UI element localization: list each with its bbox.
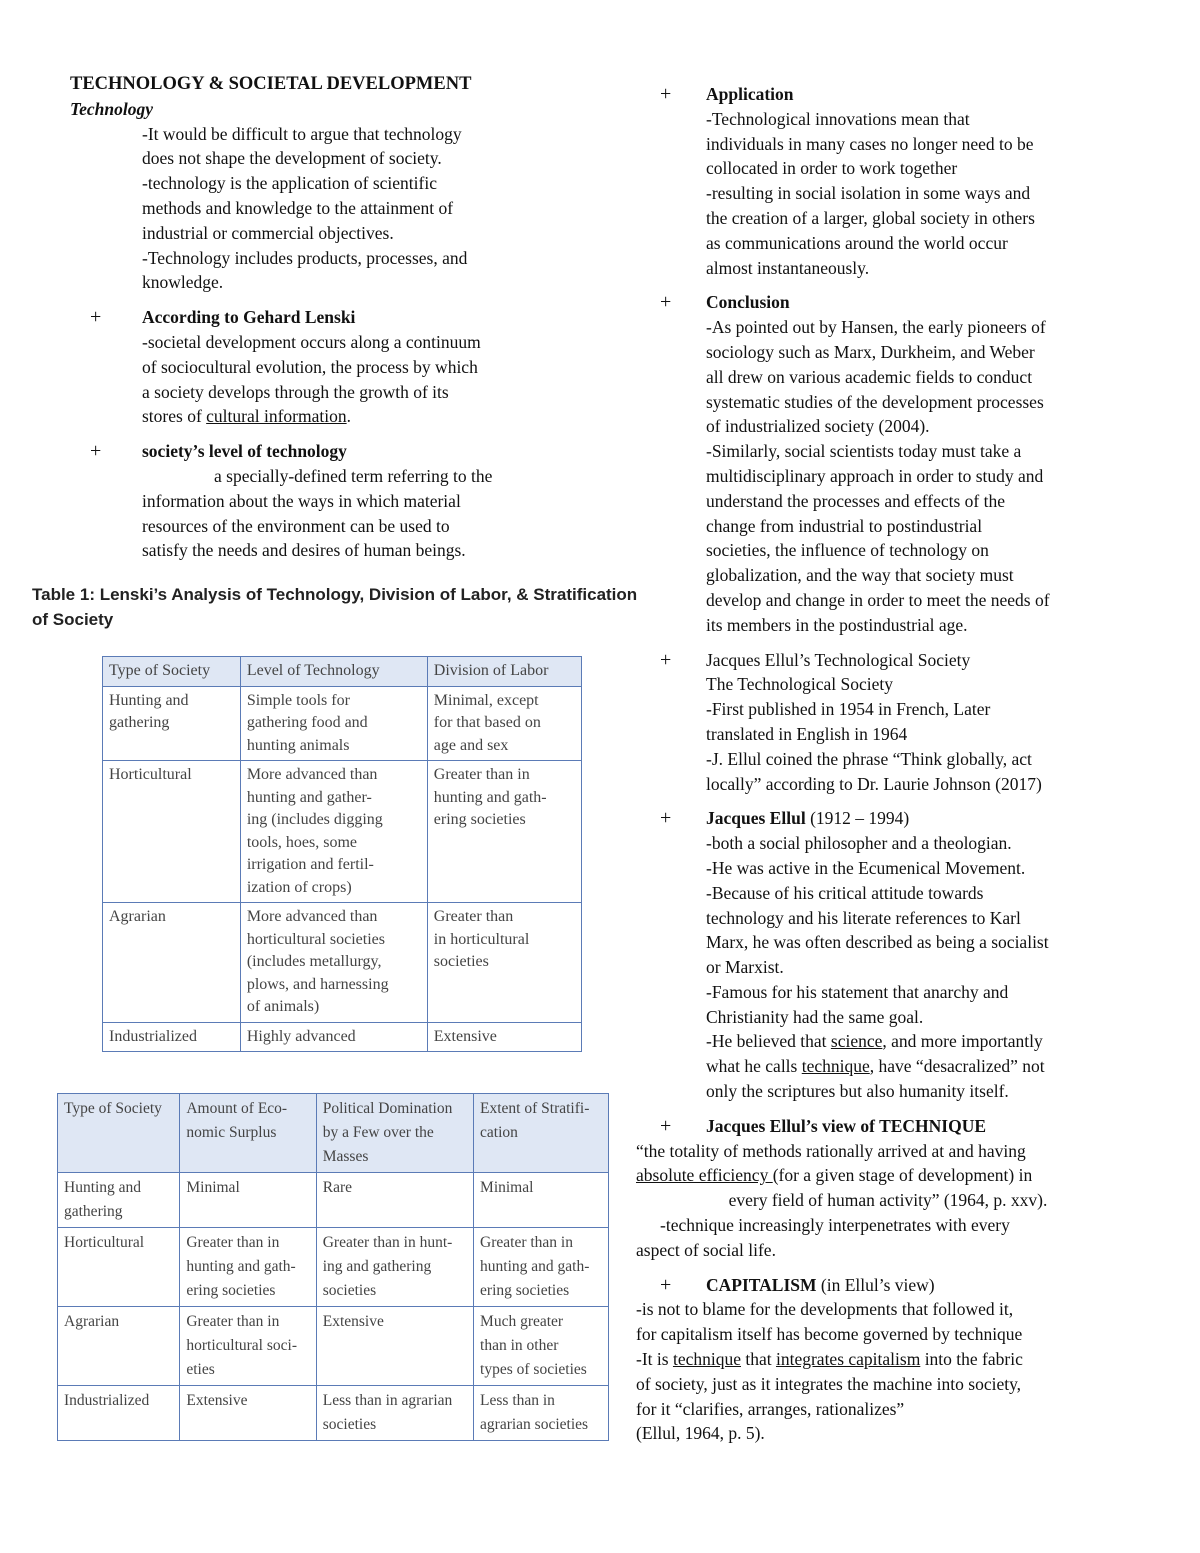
text-line: -is not to blame for the developments that followed it, <box>636 1299 1014 1320</box>
bullet-heading: Application <box>706 84 794 104</box>
text-line: -J. Ellul coined the phrase “Think globally, act <box>706 748 1032 769</box>
lenski-table-1 <box>102 656 582 1052</box>
text-line: translated in English in 1964 <box>706 723 908 744</box>
table-header-row <box>103 657 582 687</box>
underlined-term: science <box>830 1031 883 1052</box>
text-line: aspect of social life. <box>636 1239 776 1260</box>
table-cell: Industrialized <box>103 1022 241 1052</box>
text-line: collocated in order to work together <box>706 158 958 179</box>
column-header: Extent of Stratifi- cation <box>474 1094 609 1173</box>
table-cell: Minimal <box>180 1173 316 1228</box>
column-header: Amount of Eco- nomic Surplus <box>180 1094 316 1173</box>
table-cell: Highly advanced <box>240 1022 427 1052</box>
page-title: TECHNOLOGY & SOCIETAL DEVELOPMENT <box>70 74 472 94</box>
cross-bullet-icon: + <box>90 440 102 463</box>
table-cell: Hunting and gathering <box>58 1173 180 1228</box>
table-cell: Minimal, except for that based on age and sex <box>427 686 581 761</box>
bullet-heading: Jacques Ellul (1912 – 1994) <box>706 808 910 829</box>
cross-bullet-icon: + <box>660 1114 672 1137</box>
text-line: individuals in many cases no longer need to be <box>706 133 1034 154</box>
table-row <box>103 1022 582 1052</box>
cross-bullet-icon: + <box>90 306 102 329</box>
text-line: multidisciplinary approach in order to study and <box>706 465 1044 486</box>
text-line: Christianity had the same goal. <box>706 1006 924 1027</box>
table-cell: Less than in agrarian societies <box>474 1386 609 1441</box>
lenski-table-2 <box>57 1093 609 1441</box>
text-line: or Marxist. <box>706 957 784 978</box>
text-line: Jacques Ellul’s Technological Society <box>706 649 971 670</box>
text-line: -Because of his critical attitude towards <box>706 882 984 903</box>
text-line: its members in the postindustrial age. <box>706 614 968 635</box>
bullet-heading: Conclusion <box>706 292 790 313</box>
bullet-level-of-technology <box>70 439 570 563</box>
table-caption: Table 1: Lenski’s Analysis of Technology, Division of Labor, & Stratification of Society <box>32 585 638 629</box>
text-line: resources of the environment can be used to <box>142 515 450 536</box>
table-cell: Simple tools for gathering food and hunting animals <box>240 686 427 761</box>
bullet-capitalism <box>660 1273 1140 1298</box>
text-line: only the scriptures but also humanity itself. <box>706 1081 1009 1102</box>
text-line: -both a social philosopher and a theologian. <box>706 833 1012 854</box>
table-cell: Extensive <box>427 1022 581 1052</box>
text-line: sociology such as Marx, Durkheim, and Weber <box>706 341 1035 362</box>
text-line: methods and knowledge to the attainment of <box>142 197 454 218</box>
table-row <box>58 1228 609 1307</box>
text-line: -Similarly, social scientists today must take a <box>706 441 1022 462</box>
table-cell: Rare <box>316 1173 473 1228</box>
text-line: change from industrial to postindustrial <box>706 515 983 536</box>
cross-bullet-icon: + <box>660 1273 672 1296</box>
table-cell: Less than in agrarian societies <box>316 1386 473 1441</box>
technique-quote <box>636 1139 1140 1263</box>
text-line: knowledge. <box>142 272 224 293</box>
text-line: what he calls technique, have “desacralized” not <box>706 1056 1045 1077</box>
table-cell: Greater than in hunting and gath- ering societies <box>474 1228 609 1307</box>
text-line: -technique increasingly interpenetrates with every <box>660 1215 1010 1236</box>
table-cell: Horticultural <box>103 761 241 903</box>
text-line: locally” according to Dr. Laurie Johnson (2017) <box>706 773 1042 794</box>
right-column <box>636 82 1140 1446</box>
table-row <box>103 761 582 903</box>
text-line: as communications around the world occur <box>706 232 1008 253</box>
text-line: -Famous for his statement that anarchy and <box>706 981 1009 1002</box>
column-header: Division of Labor <box>427 657 581 687</box>
text-line: The Technological Society <box>706 674 894 695</box>
table-cell: Minimal <box>474 1173 609 1228</box>
text-line: all drew on various academic fields to conduct <box>706 366 1033 387</box>
text-line: -societal development occurs along a continuum <box>142 331 481 352</box>
left-column <box>70 72 570 563</box>
cross-bullet-icon: + <box>660 648 672 671</box>
text-line: of industrialized society (2004). <box>706 416 930 437</box>
table-header-row <box>58 1094 609 1173</box>
bullet-ellul-bio <box>660 806 1140 1104</box>
table-row <box>103 903 582 1023</box>
text-line: “the totality of methods rationally arrived at and having <box>636 1140 1026 1161</box>
text-line: technology and his literate references to Karl <box>706 907 1021 928</box>
bullet-application <box>660 82 1140 280</box>
text-line: systematic studies of the development processes <box>706 391 1044 412</box>
cross-bullet-icon: + <box>660 83 672 105</box>
capitalism-paragraph <box>636 1297 1140 1446</box>
technology-paragraph <box>70 122 570 296</box>
text-line: the creation of a larger, global society in others <box>706 207 1035 228</box>
underlined-term: technique <box>672 1349 741 1370</box>
table-cell: Greater than in hunting and gath- ering societies <box>180 1228 316 1307</box>
text-line: information about the ways in which material <box>142 490 461 511</box>
column-header: Level of Technology <box>240 657 427 687</box>
text-line: for it “clarifies, arranges, rationalizes” <box>636 1398 905 1419</box>
table-cell: Greater than in horticultural societies <box>427 903 581 1023</box>
text-line: societies, the influence of technology on <box>706 540 989 561</box>
table-cell: Greater than in hunting and gath- ering societies <box>427 761 581 903</box>
bullet-technique <box>660 1114 1140 1139</box>
table-row <box>103 686 582 761</box>
text-line: stores of cultural information. <box>142 406 351 427</box>
bullet-lenski <box>70 305 570 429</box>
table-row <box>58 1386 609 1441</box>
section-subtitle-technology: Technology <box>70 98 153 119</box>
text-line: (Ellul, 1964, p. 5). <box>636 1423 765 1444</box>
cross-bullet-icon: + <box>660 807 672 830</box>
text-line: -technology is the application of scientific <box>142 173 437 194</box>
table-row <box>58 1307 609 1386</box>
cross-bullet-icon: + <box>660 291 672 314</box>
text-line: -resulting in social isolation in some ways and <box>706 183 1031 204</box>
table-cell: Greater than in horticultural soci- eties <box>180 1307 316 1386</box>
bullet-heading: According to Gehard Lenski <box>142 307 356 328</box>
text-line: Marx, he was often described as being a socialist <box>706 932 1049 953</box>
bullet-ellul-book <box>660 648 1140 797</box>
text-line: -First published in 1954 in French, Later <box>706 699 991 720</box>
table-cell: Much greater than in other types of societies <box>474 1307 609 1386</box>
text-line: of society, just as it integrates the machine into society, <box>636 1373 1022 1394</box>
bullet-heading: Jacques Ellul’s view of TECHNIQUE <box>706 1115 987 1136</box>
column-header: Type of Society <box>103 657 241 687</box>
text-line: -He believed that science, and more importantly <box>706 1031 1043 1052</box>
text-line: understand the processes and effects of the <box>706 490 1006 511</box>
text-line: -It would be difficult to argue that technology <box>142 123 462 144</box>
table-cell: More advanced than horticultural societies (includes metallurgy, plows, and harnessing of animals) <box>240 903 427 1023</box>
underlined-term: technique <box>801 1056 870 1077</box>
text-line: for capitalism itself has become governed by technique <box>636 1324 1023 1345</box>
text-line: satisfy the needs and desires of human beings. <box>142 540 466 561</box>
table-cell: Agrarian <box>58 1307 180 1386</box>
text-line: -He was active in the Ecumenical Movement. <box>706 857 1026 878</box>
table-row <box>58 1173 609 1228</box>
column-header: Type of Society <box>58 1094 180 1173</box>
text-line: does not shape the development of society. <box>142 148 442 169</box>
table-cell: Industrialized <box>58 1386 180 1441</box>
text-line: globalization, and the way that society must <box>706 565 1014 586</box>
underlined-term: absolute efficiency <box>636 1165 773 1186</box>
column-header: Political Domination by a Few over the Masses <box>316 1094 473 1173</box>
text-line: industrial or commercial objectives. <box>142 222 394 243</box>
bullet-heading: society’s level of technology <box>142 441 347 462</box>
text-line: every field of human activity” (1964, p. xxv). <box>728 1190 1048 1211</box>
table-cell: Extensive <box>180 1386 316 1441</box>
table-cell: Horticultural <box>58 1228 180 1307</box>
text-line: -As pointed out by Hansen, the early pioneers of <box>706 317 1046 338</box>
text-line: of sociocultural evolution, the process by which <box>142 356 478 377</box>
table-cell: Hunting and gathering <box>103 686 241 761</box>
text-line: almost instantaneously. <box>706 257 870 278</box>
text-line: a society develops through the growth of its <box>142 381 449 402</box>
table-cell: Greater than in hunt- ing and gathering societies <box>316 1228 473 1307</box>
text-line: -Technological innovations mean that <box>706 108 970 129</box>
underlined-term: cultural information <box>206 406 347 427</box>
text-line: absolute efficiency (for a given stage of development) in <box>636 1165 1033 1186</box>
text-line: a specially-defined term referring to the <box>214 465 493 486</box>
text-line: -It is technique that integrates capitalism into the fabric <box>636 1349 1023 1370</box>
table-cell: Extensive <box>316 1307 473 1386</box>
text-line: develop and change in order to meet the needs of <box>706 589 1050 610</box>
text-line: -Technology includes products, processes, and <box>142 247 468 268</box>
table-cell: More advanced than hunting and gather- ing (includes digging tools, hoes, some irrigation and fertil- ization of crops) <box>240 761 427 903</box>
table-cell: Agrarian <box>103 903 241 1023</box>
bullet-conclusion <box>660 290 1140 637</box>
underlined-term: integrates capitalism <box>775 1349 921 1370</box>
bullet-heading: CAPITALISM (in Ellul’s view) <box>706 1274 935 1295</box>
